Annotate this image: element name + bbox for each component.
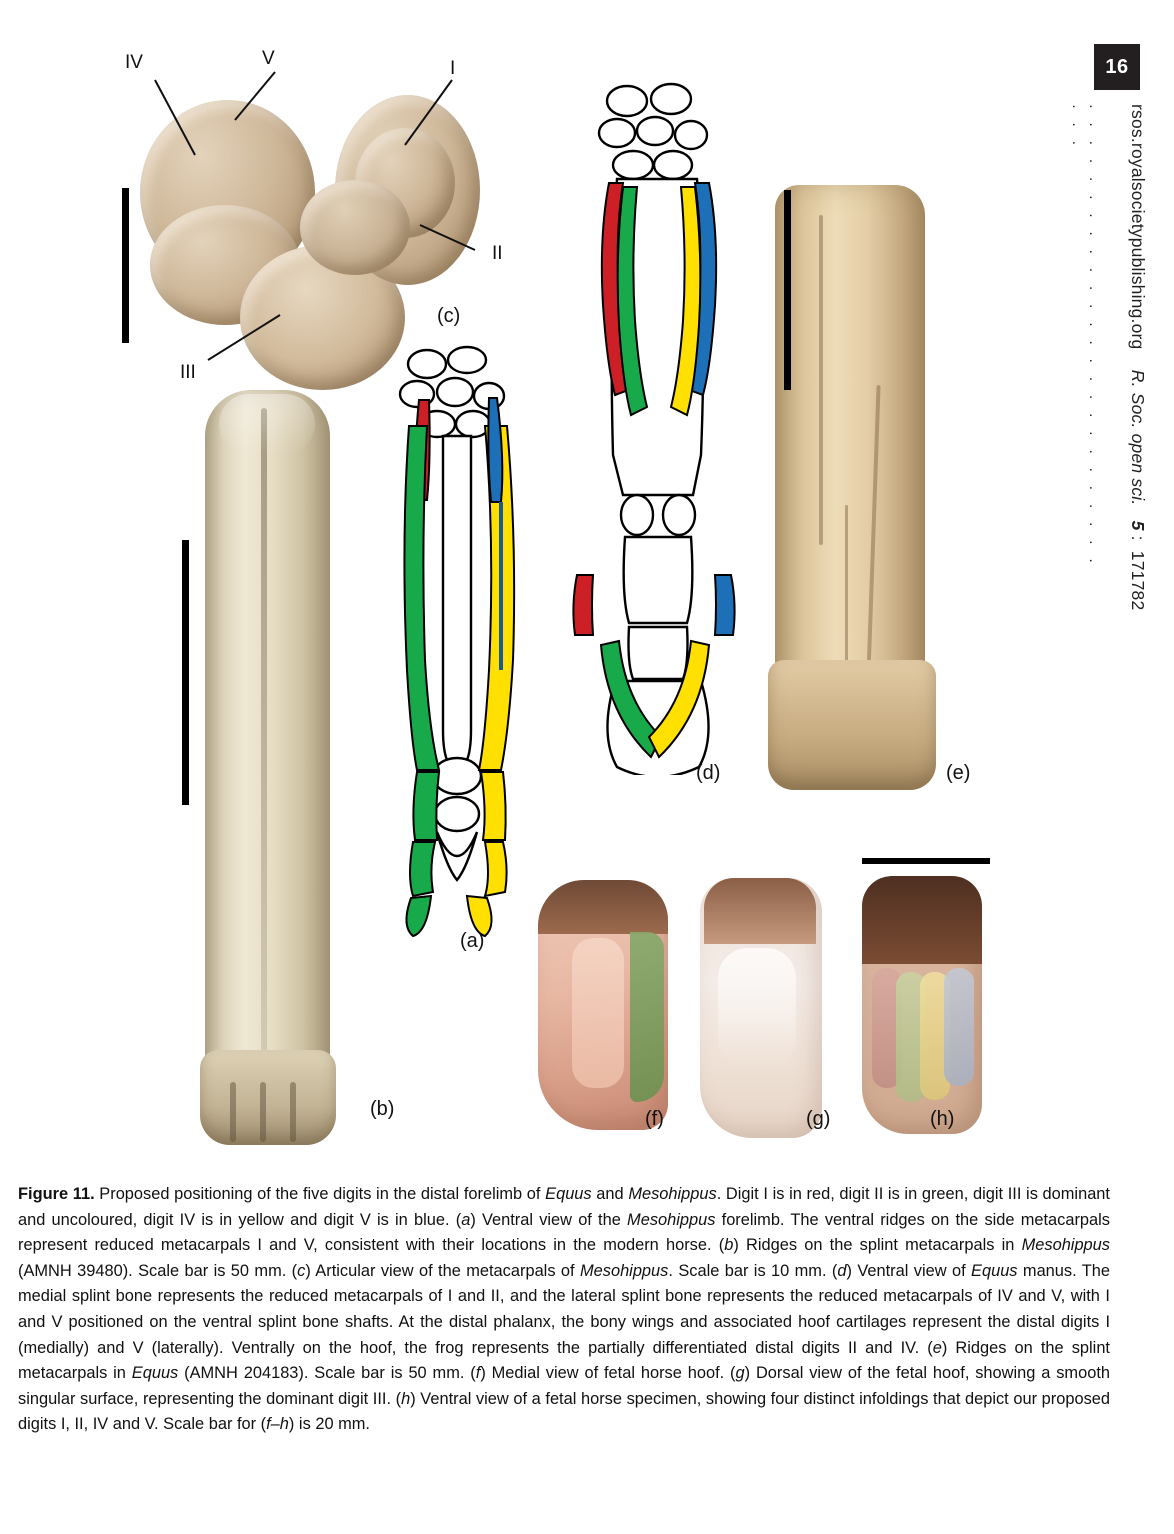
article-id: 171782 xyxy=(1128,550,1148,611)
panel-f-photo xyxy=(538,880,668,1130)
running-head xyxy=(1066,0,1174,1160)
panel-label-f: (f) xyxy=(645,1108,664,1130)
journal-url: rsos.royalsocietypublishing.org xyxy=(1128,104,1148,350)
scalebar-e xyxy=(784,190,791,390)
panel-h-photo xyxy=(862,876,982,1134)
label-digit-IV: IV xyxy=(125,52,143,73)
scalebar-b xyxy=(182,540,189,805)
panel-g-photo xyxy=(700,878,822,1138)
panel-label-d: (d) xyxy=(696,762,721,784)
panel-label-c: (c) xyxy=(437,305,461,327)
scalebar-fgh xyxy=(862,858,990,864)
label-digit-V: V xyxy=(262,48,275,69)
figure-caption-label: Figure 11. xyxy=(18,1185,95,1203)
panel-label-h: (h) xyxy=(930,1108,955,1130)
figure-caption xyxy=(18,1182,1110,1438)
panel-label-g: (g) xyxy=(806,1108,831,1130)
label-digit-II: II xyxy=(492,243,503,264)
figure-caption-body: Proposed positioning of the five digits in the distal forelimb of Equus and Mesohippus. Digit I is in red, digit II is in green, digit III is dominant and uncoloured, digit IV is in yellow and digit V is in blue. (a) Ventral view of the Mesohippus forelimb. The ventral ridges on the side metacarpals represent reduced metacarpals I and V, consistent with their locations in the modern horse. (b) Ridges on the splint metacarpals in Mesohippus (AMNH 39480). Scale bar is 50 mm. (c) Articular view of the metacarpals of Mesohippus. Scale bar is 10 mm. (d) Ventral view of Equus manus. The medial splint bone represents the reduced metacarpals of I and II, and the lateral splint bone represents the reduced metacarpals of IV and V, with I and V positioned on the ventral splint bone shafts. At the distal phalanx, the bony wings and associated hoof cartilages represent the distal digits I (medially) and V (laterally). Ventrally on the hoof, the frog represents the partially differentiated distal digits II and IV. (e) Ridges on the splint metacarpals in Equus (AMNH 204183). Scale bar is 50 mm. (f) Medial view of fetal horse hoof. (g) Dorsal view of the fetal hoof, showing a smooth singular surface, representing the dominant digit III. (h) Ventral view of a fetal horse specimen, showing four distinct infoldings that depict our proposed digits I, II, IV and V. Scale bar for (f–h) is 20 mm. xyxy=(18,1185,1111,1434)
panel-a-diagram xyxy=(355,340,575,960)
panel-label-b: (b) xyxy=(370,1098,395,1120)
panel-label-e: (e) xyxy=(946,762,971,784)
rail-dots: · · · · · · · · · · · · · · · · · · · · · · · · · · · · · xyxy=(1066,104,1100,568)
rail-citation: rsos.royalsocietypublishing.org R. Soc. open sci. 5 : 171782 xyxy=(1128,104,1148,611)
panel-label-a: (a) xyxy=(460,930,485,952)
page-number-badge: 16 xyxy=(1094,44,1140,90)
panel-d-diagram xyxy=(545,75,775,775)
label-digit-I: I xyxy=(450,58,456,79)
scalebar-c xyxy=(122,188,129,343)
label-digit-III: III xyxy=(180,362,196,383)
journal-volume: 5 xyxy=(1128,520,1148,531)
journal-name: R. Soc. open sci. xyxy=(1128,369,1148,506)
